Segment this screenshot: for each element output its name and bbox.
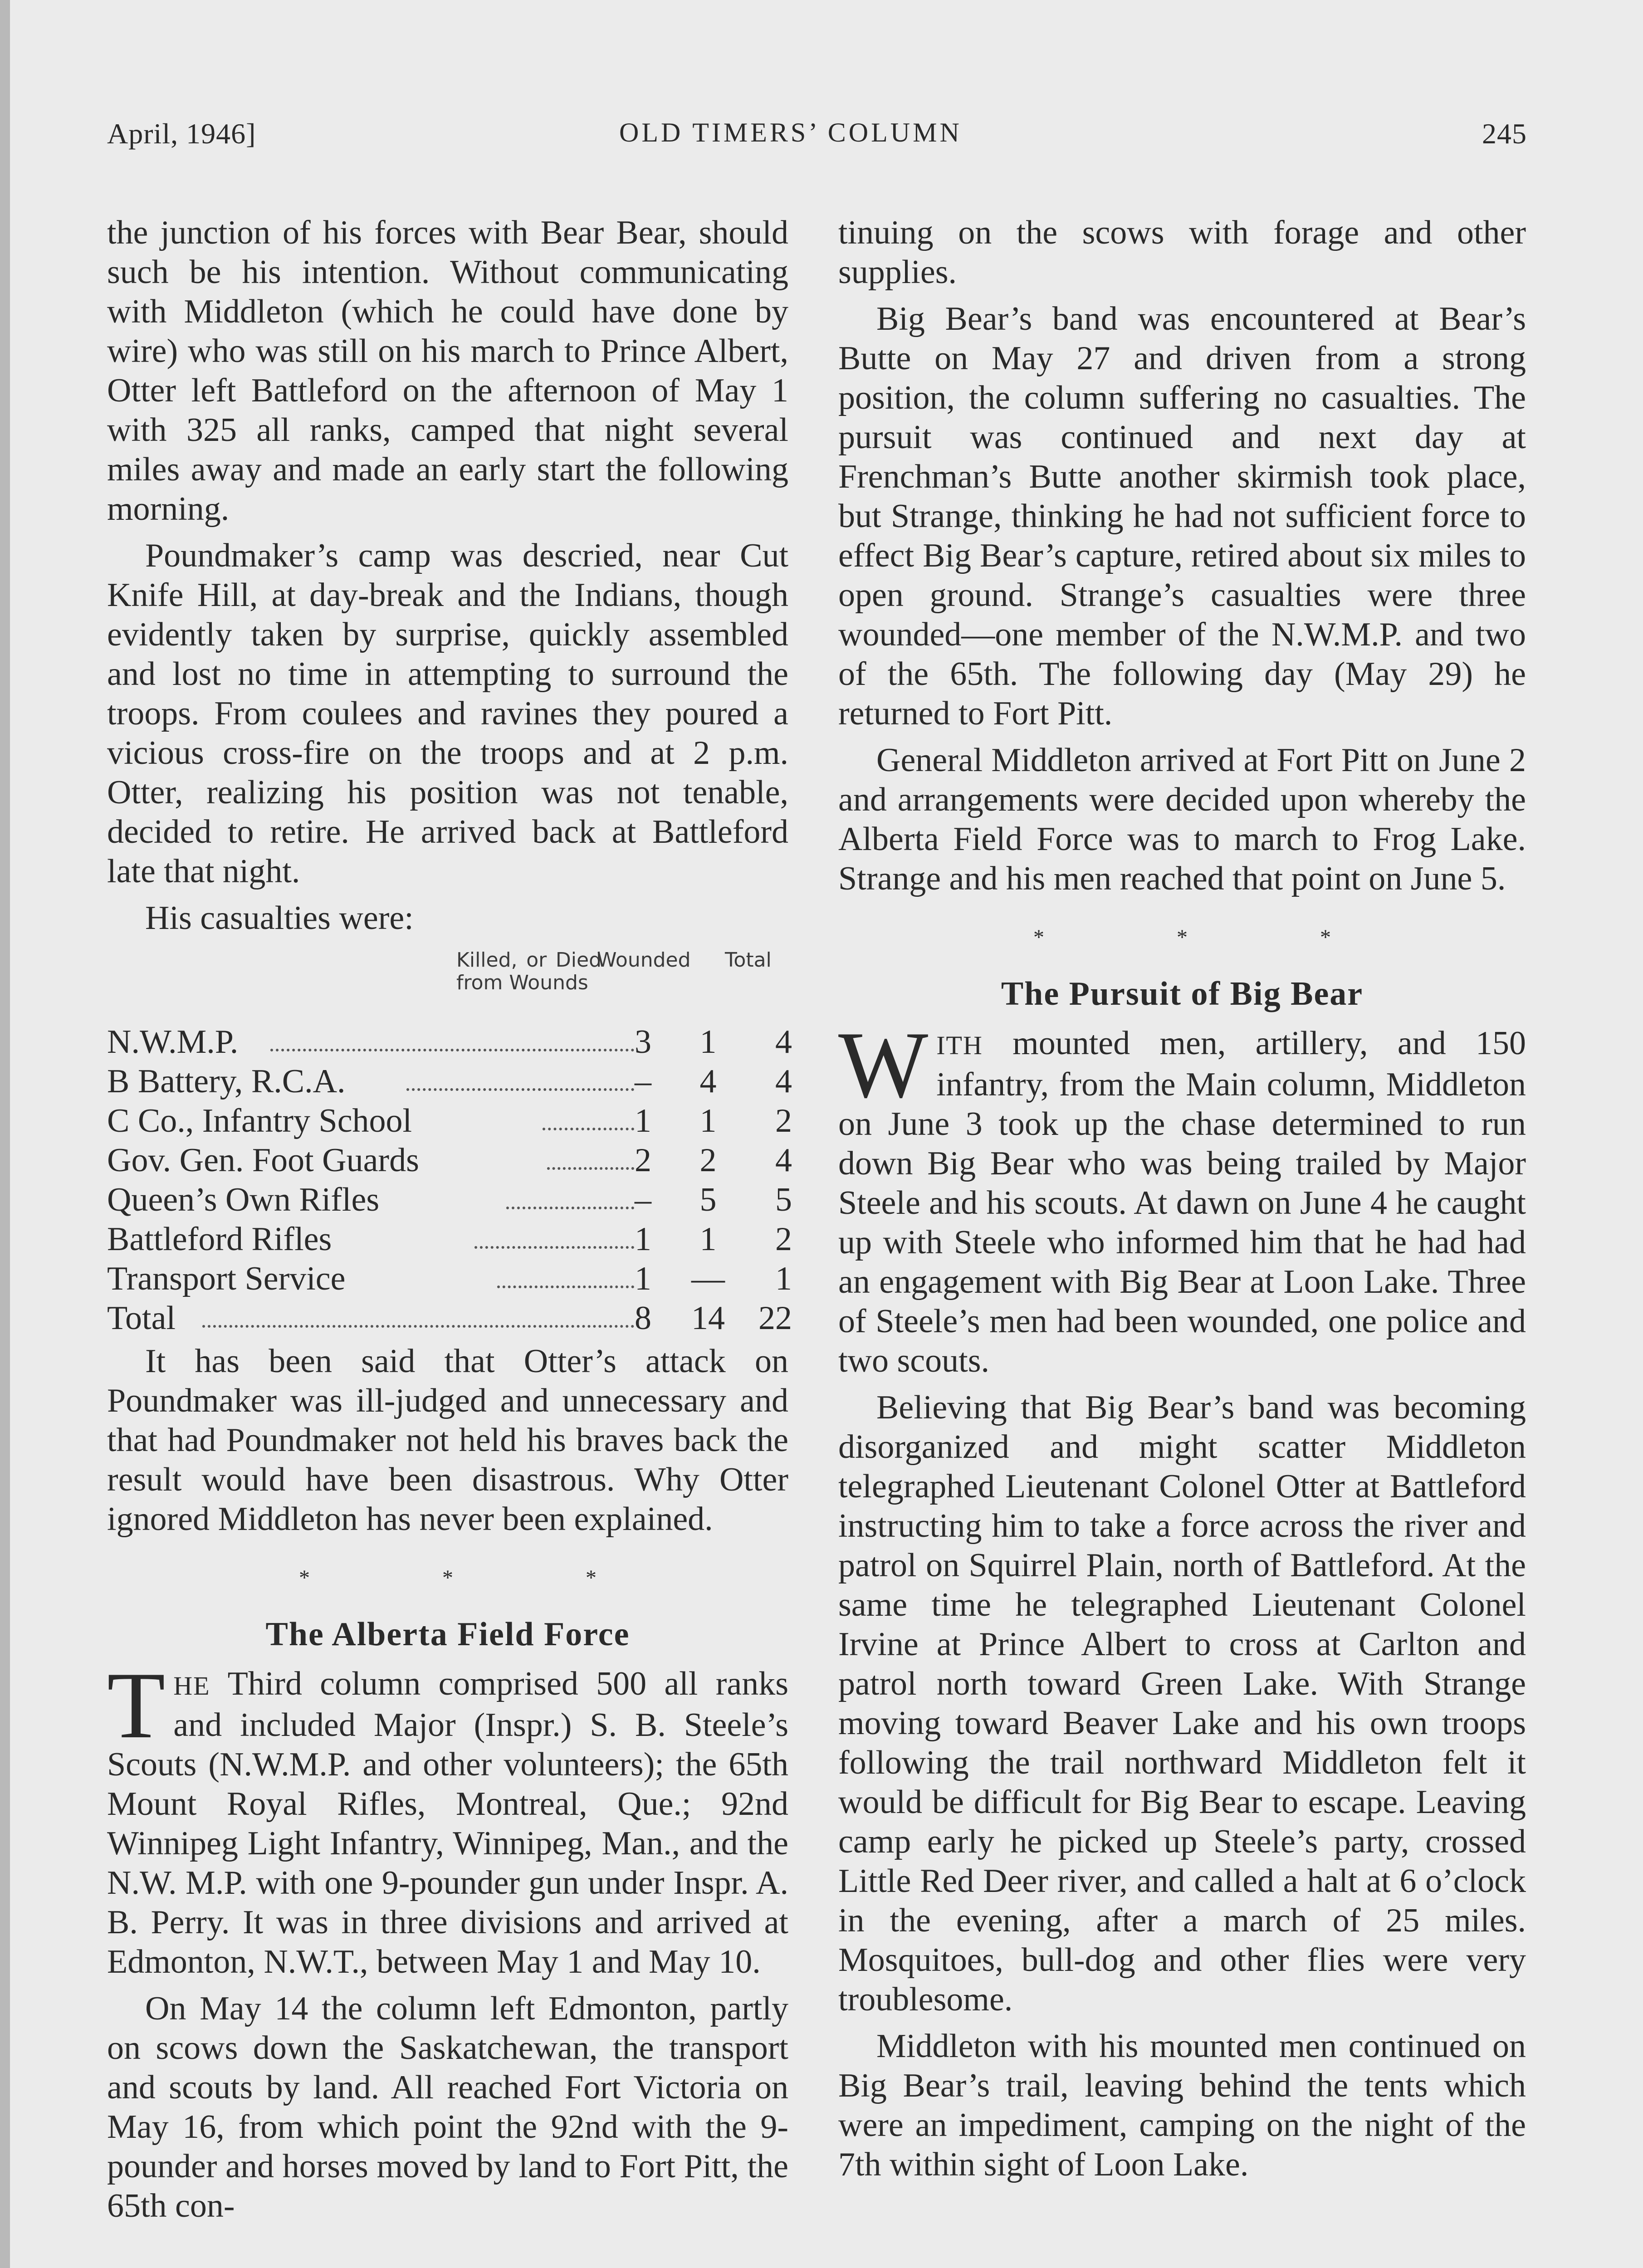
unit-name: Total xyxy=(107,1300,176,1337)
drop-cap: W xyxy=(838,1012,929,1118)
killed-value: 1 xyxy=(635,1260,651,1297)
killed-value: 2 xyxy=(635,1142,651,1179)
killed-value: 8 xyxy=(635,1300,651,1337)
wounded-value: 2 xyxy=(699,1142,717,1179)
page-number: 245 xyxy=(1482,117,1527,150)
header-date: April, 1946] xyxy=(107,117,256,150)
table-row-total xyxy=(107,1299,792,1338)
paragraph: Believing that Big Bear’s band was becoming disorganized and might scatter Middleton telegraphed Lieutenant Colonel Otter at Battleford instructing him to take a force across the river and patrol on Squirrel Plain, north of Battleford. At the same time he telegraphed Lieutenant Colonel Irvine at Prince Albert to cross at Carlton and patrol north toward Green Lake. With Strange moving toward Beaver Lake and his own troops following the trail northward Middleton felt it would be difficult for Big Bear to escape. Leaving camp early he picked up Steele’s party, crossed Little Red Deer river, and called a halt at 6 o’clock in the evening, after a march of 25 miles. Mosquitoes, bull-dog and other flies were very troublesome. xyxy=(838,1389,1526,2018)
paragraph xyxy=(838,1012,1526,1381)
total-value: 4 xyxy=(775,1063,792,1100)
killed-value: 1 xyxy=(635,1102,651,1139)
total-value: 4 xyxy=(775,1142,792,1179)
wounded-value: 1 xyxy=(699,1102,717,1139)
wounded-value: 5 xyxy=(699,1181,717,1218)
table-row xyxy=(107,1180,792,1220)
table-row xyxy=(107,1220,792,1259)
total-value: 5 xyxy=(775,1181,792,1218)
section-divider: * * * xyxy=(299,1566,660,1590)
paragraph: It has been said that Otter’s attack on Poundmaker was ill-judged and unnecessary and that had Poundmaker not held his braves back the result would have been disastrous. Why Otter ignored Middleton has never been explained. xyxy=(107,1343,788,1538)
total-value: 2 xyxy=(775,1102,792,1139)
wounded-value: 1 xyxy=(699,1023,717,1061)
leader-dots xyxy=(270,1049,634,1051)
small-caps: HE xyxy=(173,1671,210,1701)
table-row xyxy=(107,1022,792,1062)
wounded-value: — xyxy=(691,1260,725,1297)
wounded-value: 4 xyxy=(699,1063,717,1100)
unit-name: Battleford Rifles xyxy=(107,1221,332,1258)
unit-name: N.W.M.P. xyxy=(107,1023,239,1061)
right-column xyxy=(838,213,1526,2192)
leader-dots xyxy=(406,1088,634,1091)
paragraph: Big Bear’s band was encountered at Bear’s Butte on May 27 and driven from a strong position, the column suffering no casualties. The pursuit was continued and next day at Frenchman’s Butte another skirmish took place, but Strange, thinking he had not sufficient force to effect Big Bear’s capture, retired about six miles to open ground. Strange’s casualties were three wounded—one member of the N.W.M.P. and two of the 65th. The following day (May 29) he returned to Fort Pitt. xyxy=(838,300,1526,732)
wounded-value: 1 xyxy=(699,1221,717,1258)
paragraph: General Middleton arrived at Fort Pitt on June 2 and arrangements were decided upon whereby the Alberta Field Force was to march to Frog Lake. Strange and his men reached that point on June 5. xyxy=(838,742,1526,897)
paragraph: tinuing on the scows with forage and other supplies. xyxy=(838,214,1526,291)
paragraph: On May 14 the column left Edmonton, partly on scows down the Saskatchewan, the transport and scouts by land. All reached Fort Victoria on May 16, from which point the 92nd with the 9-pounder and horses moved by land to Fort Pitt, the 65th con- xyxy=(107,1990,788,2224)
leader-dots xyxy=(497,1286,634,1288)
wounded-value: 14 xyxy=(691,1300,725,1337)
unit-name: Transport Service xyxy=(107,1260,346,1297)
casualties-table-header xyxy=(107,945,788,1022)
left-column xyxy=(107,213,792,2233)
paragraph-text: Third column comprised 500 all ranks and included Major (Inspr.) S. B. Steele’s Scouts (N.W.M.P. and other volunteers); the 65th Mount Royal Rifles, Montreal, Que.; 92nd Winnipeg Light Infantry, Winnipeg, Man., and the N.W. M.P. with one 9-pounder gun under Inspr. A. B. Perry. It was in three divisions and arrived at Edmonton, N.W.T., between May 1 and May 10. xyxy=(107,1665,788,1980)
table-row xyxy=(107,1101,792,1141)
column-header-killed: Killed, or Died from Wounds xyxy=(456,948,601,994)
table-row xyxy=(107,1141,792,1180)
section-divider: * * * xyxy=(1033,925,1394,949)
column-header-wounded: Wounded xyxy=(597,948,691,972)
paragraph: His casualties were: xyxy=(145,899,414,937)
killed-value: – xyxy=(635,1181,651,1218)
leader-dots xyxy=(202,1325,634,1328)
section-heading: The Pursuit of Big Bear xyxy=(1001,975,1364,1012)
total-value: 1 xyxy=(775,1260,792,1297)
paragraph xyxy=(107,1653,788,1982)
drop-cap: T xyxy=(107,1653,166,1758)
killed-value: 3 xyxy=(635,1023,651,1061)
table-row xyxy=(107,1062,792,1101)
page-edge xyxy=(0,0,10,2268)
leader-dots xyxy=(474,1246,634,1249)
paragraph: Middleton with his mounted men continued on Big Bear’s trail, leaving behind the tents which were an impediment, camping on the night of the 7th within sight of Loon Lake. xyxy=(838,2028,1526,2183)
unit-name: C Co., Infantry School xyxy=(107,1102,412,1139)
total-value: 4 xyxy=(775,1023,792,1061)
unit-name: Gov. Gen. Foot Guards xyxy=(107,1142,419,1179)
total-value: 22 xyxy=(758,1300,792,1337)
section-heading: The Alberta Field Force xyxy=(265,1616,630,1653)
paragraph: Poundmaker’s camp was descried, near Cut Knife Hill, at day-break and the Indians, though evidently taken by surprise, quickly assembled and lost no time in attempting to surround the troops. From coulees and ravines they poured a vicious cross-fire on the troops and at 2 p.m. Otter, realizing his position was not tenable, decided to retire. He arrived back at Battleford late that night. xyxy=(107,537,788,890)
casualties-table xyxy=(107,945,792,1338)
paragraph-text: mounted men, artillery, and 150 infantry, from the Main column, Middleton on June 3 took up the chase determined to run down Big Bear who was being trailed by Major Steele and his scouts. At dawn on June 4 he caught up with Steele who informed him that he had had an engagement with Big Bear at Loon Lake. Three of Steele’s men had been wounded, one police and two scouts. xyxy=(838,1025,1526,1379)
paragraph: the junction of his forces with Bear Bear, should such be his intention. Without communicating with Middleton (which he could have done by wire) who was still on his march to Prince Albert, Otter left Battleford on the afternoon of May 1 with 325 all ranks, camped that night several miles away and made an early start the following morning. xyxy=(107,214,788,528)
column-header-total: Total xyxy=(725,948,772,972)
unit-name: B Battery, R.C.A. xyxy=(107,1063,346,1100)
killed-value: – xyxy=(635,1063,651,1100)
killed-value: 1 xyxy=(635,1221,651,1258)
header-title: OLD TIMERS’ COLUMN xyxy=(619,117,962,147)
unit-name: Queen’s Own Rifles xyxy=(107,1181,380,1218)
total-value: 2 xyxy=(775,1221,792,1258)
small-caps: ITH xyxy=(936,1031,983,1060)
table-row xyxy=(107,1259,792,1299)
